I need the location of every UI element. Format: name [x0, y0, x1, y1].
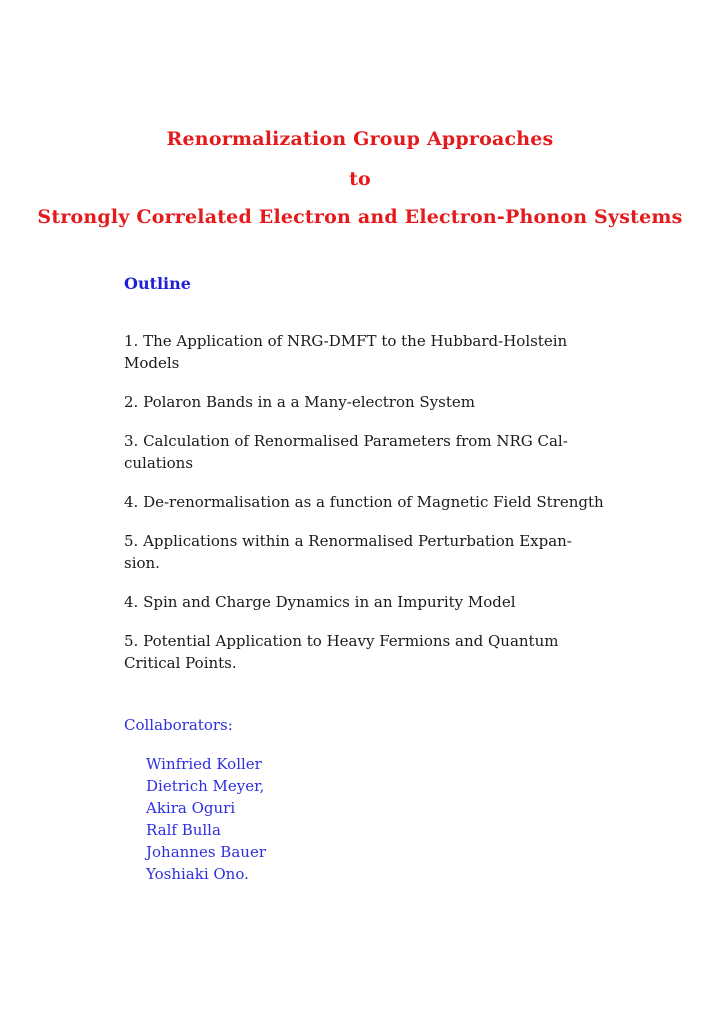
- outline-item-6: 4. Spin and Charge Dynamics in an Impurity Model: [124, 593, 516, 611]
- collaborator-name: Johannes Bauer: [146, 843, 266, 861]
- outline-item-5: 5. Applications within a Renormalised Perturbation Expan- sion.: [124, 532, 572, 572]
- collaborators-list: [146, 753, 266, 885]
- title-line-3: Strongly Correlated Electron and Electron-Phonon Systems: [37, 206, 683, 228]
- outline-item-4: 4. De-renormalisation as a function of Magnetic Field Strength: [124, 493, 604, 511]
- title-line-2: to: [349, 168, 371, 190]
- collaborator-name: Dietrich Meyer,: [146, 777, 265, 795]
- outline-item-3: 3. Calculation of Renormalised Parameters from NRG Cal- culations: [124, 432, 568, 472]
- outline-item-2: 2. Polaron Bands in a a Many-electron System: [124, 393, 475, 411]
- collaborator-name: Akira Oguri: [146, 799, 236, 817]
- collaborator-name: Yoshiaki Ono.: [146, 865, 249, 883]
- outline-item-1: 1. The Application of NRG-DMFT to the Hubbard-Holstein Models: [124, 332, 568, 372]
- outline-item-7: 5. Potential Application to Heavy Fermions and Quantum Critical Points.: [124, 632, 559, 672]
- collaborator-name: Winfried Koller: [146, 755, 262, 773]
- title-line-1: Renormalization Group Approaches: [166, 128, 554, 150]
- collaborator-name: Ralf Bulla: [146, 821, 221, 839]
- collaborators-heading: Collaborators:: [124, 716, 233, 734]
- outline-heading: Outline: [124, 274, 191, 293]
